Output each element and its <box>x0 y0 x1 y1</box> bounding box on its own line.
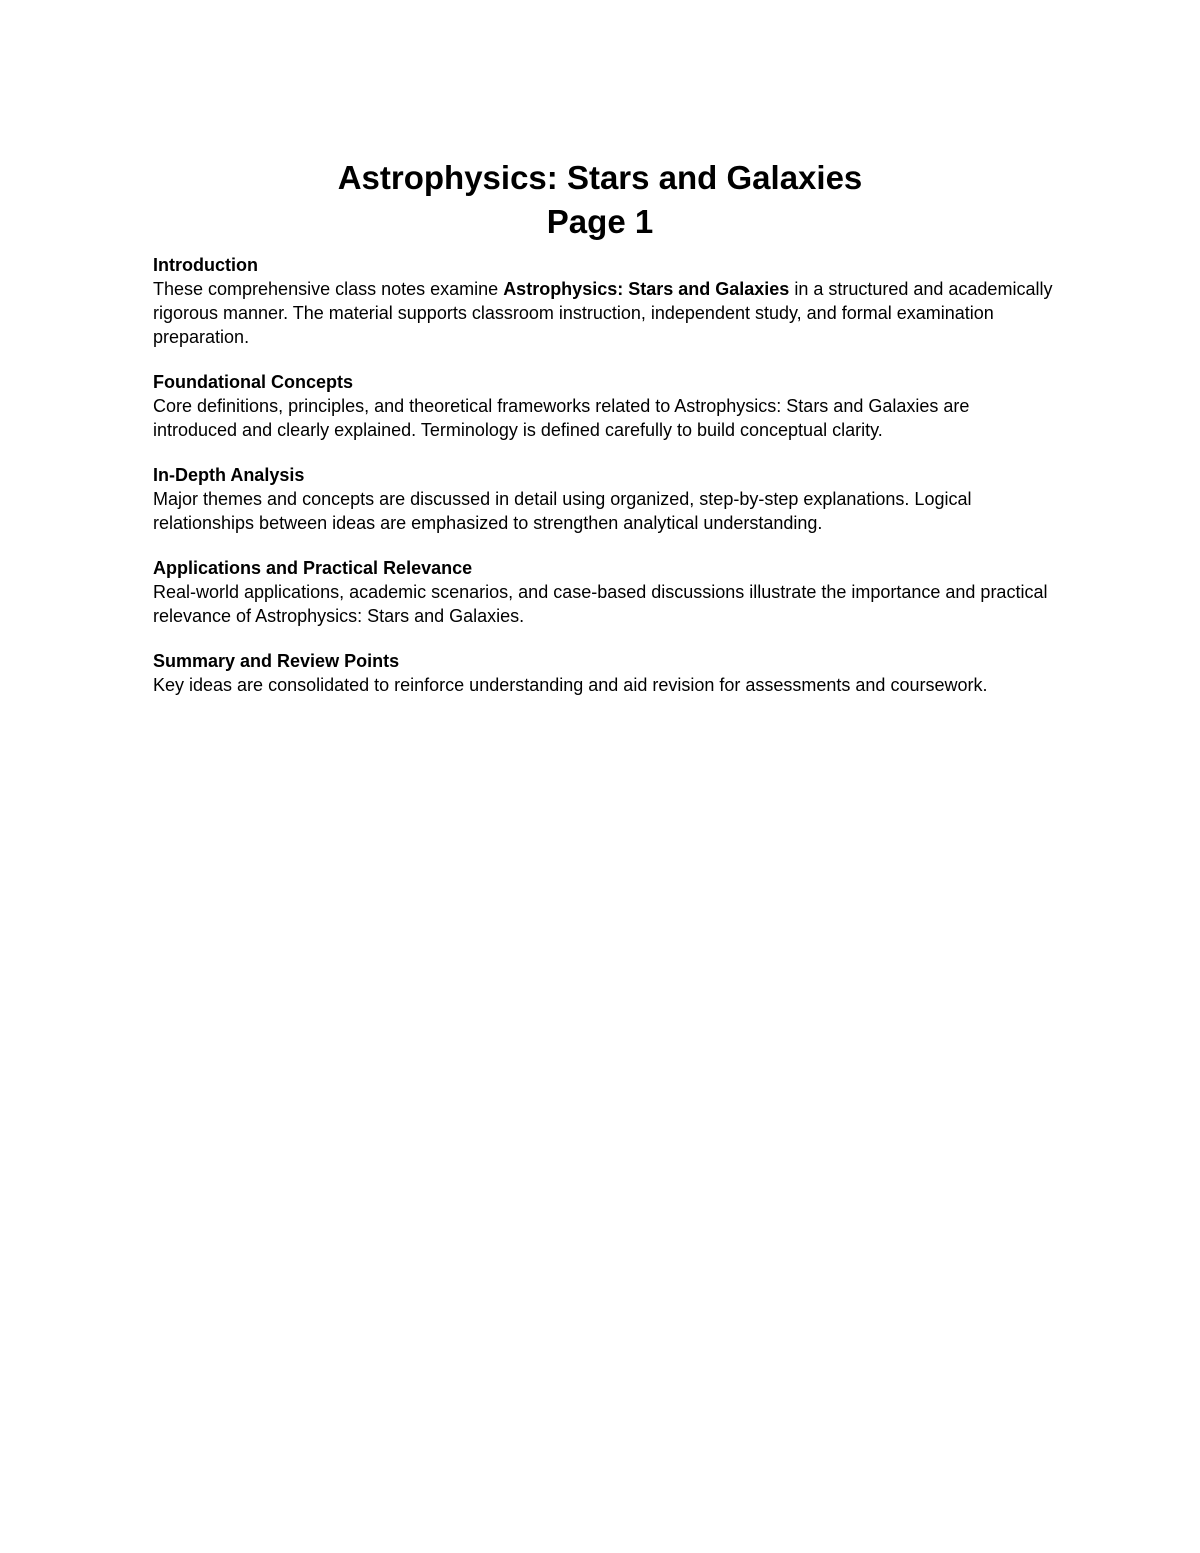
section-paragraph: Core definitions, principles, and theoretical frameworks related to Astrophysics: Stars and Galaxies are introduced and clearly explained. Terminology is defined carefully to build conceptual clarity. <box>153 396 970 440</box>
section-paragraph <box>153 277 1058 349</box>
paragraph-text: in a structured and academically rigorous manner. The material supports classroom instruction, independent study, and formal examination preparation. <box>153 279 1053 347</box>
section-heading: Foundational Concepts <box>153 372 353 392</box>
section-paragraph: Major themes and concepts are discussed in detail using organized, step-by-step explanations. Logical relationships between ideas are emphasized to strengthen analytical understanding. <box>153 489 972 533</box>
section-heading: Introduction <box>153 255 258 275</box>
section-heading: Summary and Review Points <box>153 651 400 671</box>
emphasized-topic: Astrophysics: Stars and Galaxies <box>503 279 790 299</box>
section-in-depth-analysis <box>153 463 1058 535</box>
section-foundational-concepts <box>153 370 1058 442</box>
section-summary <box>153 649 1058 697</box>
content-body <box>153 253 1058 718</box>
title-block <box>0 156 1200 244</box>
section-introduction <box>153 253 1058 349</box>
section-paragraph: Key ideas are consolidated to reinforce understanding and aid revision for assessments and coursework. <box>153 675 988 695</box>
paragraph-text: These comprehensive class notes examine <box>153 279 504 299</box>
page-label: Page 1 <box>546 203 654 240</box>
section-heading: Applications and Practical Relevance <box>153 558 473 578</box>
section-paragraph: Real-world applications, academic scenarios, and case-based discussions illustrate the importance and practical relevance of Astrophysics: Stars and Galaxies. <box>153 582 1048 626</box>
section-applications <box>153 556 1058 628</box>
document-title: Astrophysics: Stars and Galaxies <box>337 159 863 196</box>
section-heading: In-Depth Analysis <box>153 465 305 485</box>
